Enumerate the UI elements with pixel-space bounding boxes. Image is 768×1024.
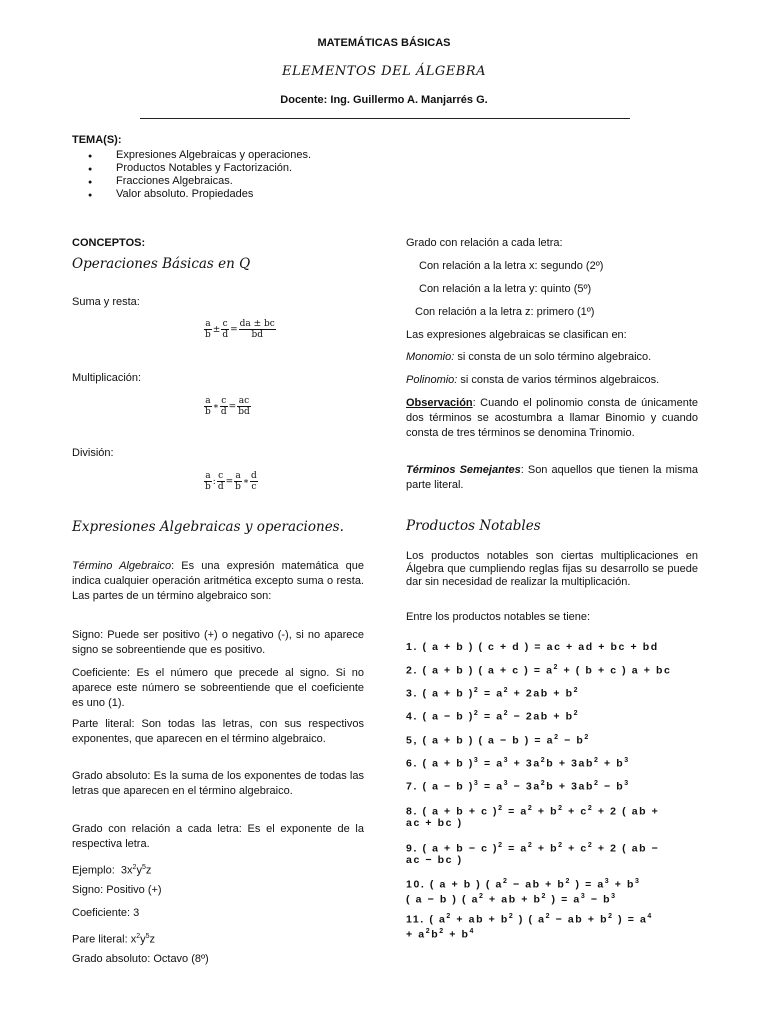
pn-heading: Productos Notables — [406, 518, 541, 534]
pn-formula-11: 11. ( $a^2$ + ab + $b^2$ ) ( $a^2$ − ab + $b^2$ ) = $a^4$ + $a^2b^2 + b^4$ — [406, 913, 653, 940]
pn-formula-6: 6. ( a + b )$^3 = a^3 + 3a^2b + 3ab^2 + b^3$ — [406, 757, 630, 770]
semejantes-paragraph: Términos Semejantes: Son aquellos que tienen la misma parte literal. — [406, 464, 699, 491]
rel-y: Con relación a la letra y: quinto (5º) — [419, 283, 592, 295]
pn-formula-2: 2. ( a + b ) ( a + c ) = $a^2$ + ( b + c ) a + bc — [406, 664, 672, 677]
pn-formula-7: 7. ( a − b )$^3 = a^3 - 3a^2b + 3ab^2 - b^3$ — [406, 780, 630, 793]
pn-formula-10: 10. ( a + b ) ( $a^2$ − ab + $b^2$ ) = $a^3 + b^3$ ( a − b ) ( $a^2$ + ab + $b^2$ ) = $a^3 - b^3$ — [406, 878, 641, 905]
monomio-line: Monomio: si consta de un solo término algebraico. — [406, 351, 652, 363]
topic-item: ● Productos Notables y Factorización. — [72, 162, 311, 175]
signo-paragraph: Signo: Puede ser positivo (+) o negativo (-), si no aparece signo se sobreentiende que es positivo. — [72, 629, 364, 656]
document-subtitle: ELEMENTOS DEL ÁLGEBRA — [282, 64, 486, 79]
pn-formula-4: 4. ( a − b )$^2 = a^2 - 2ab + b^2$ — [406, 710, 580, 723]
pn-intro: Los productos notables son ciertas multiplicaciones en Álgebra que cumpliendo reglas fijas su desarrollo se puede dar sin necesidad de realizar la multiplicación. — [406, 550, 698, 588]
div-formula: $\frac{a}{b}$ : $\frac{c}{d}$ = $\frac{a}{b}$ ∗ $\frac{d}{c}$ — [205, 471, 257, 492]
pn-formula-5: 5, ( a + b ) ( a − b ) = $a^2 - b^2$ — [406, 734, 590, 747]
mult-label: Multiplicación: — [72, 372, 142, 384]
ejemplo-literal: Pare literal: $x^2y^5z$ — [72, 933, 156, 946]
grado-title: Grado con relación a cada letra: — [406, 237, 563, 249]
pn-formula-8: 8. ( a + b + c )$^2 = a^2 + b^2 + c^2 + 2$ ( ab + ac + bc ) — [406, 805, 660, 829]
tema-label: TEMA(S): — [72, 134, 122, 146]
topic-item: ● Expresiones Algebraicas y operaciones. — [72, 149, 311, 162]
coef-paragraph: Coeficiente: Es el número que precede al signo. Si no aparece este número se sobreentiende que el coeficiente es uno (1). — [72, 667, 364, 709]
topic-list — [72, 149, 311, 201]
conceptos-label: CONCEPTOS: — [72, 237, 146, 249]
clasif-line: Las expresiones algebraicas se clasifican en: — [406, 329, 627, 341]
pn-formula-1: 1. ( a + b ) ( c + d ) = ac + ad + bc + bd — [406, 641, 659, 653]
topic-item: ● Fracciones Algebraicas. — [72, 175, 311, 188]
termino-paragraph: Término Algebraico: Es una expresión matemática que indica cualquier operación aritmética excepto suma o resta. Las partes de un término algebraico son: — [72, 560, 365, 602]
expr-heading: Expresiones Algebraicas y operaciones. — [72, 519, 344, 535]
teacher-line: Docente: Ing. Guillermo A. Manjarrés G. — [280, 94, 488, 106]
ejemplo-grado: Grado absoluto: Octavo (8º) — [72, 953, 209, 965]
suma-formula: $\frac{a}{b}$ ± $\frac{c}{d}$ = $\frac{da \pm bc}{bd}$ — [205, 319, 275, 340]
ejemplo-coeficiente: Coeficiente: 3 — [72, 907, 140, 919]
literal-paragraph: Parte literal: Son todas las letras, con sus respectivos exponentes, que aparecen en el término algebraico. — [72, 718, 364, 745]
polinomio-line: Polinomio: si consta de varios términos algebraicos. — [406, 374, 660, 386]
ejemplo-signo: Signo: Positivo (+) — [72, 884, 162, 896]
topic-item: ● Valor absoluto. Propiedades — [72, 188, 311, 201]
pn-formula-3: 3. ( a + b )$^2 = a^2 + 2ab + b^2$ — [406, 687, 580, 700]
pn-formula-9: 9. ( a + b − c )$^2 = a^2 + b^2 + c^2 + 2$ ( ab − ac − bc ) — [406, 842, 660, 866]
grado-rel-paragraph: Grado con relación a cada letra: Es el exponente de la respectiva letra. — [72, 823, 364, 850]
grado-abs-paragraph: Grado absoluto: Es la suma de los exponentes de todas las letras que aparecen en el término algebraico. — [72, 770, 364, 797]
ejemplo-line: Ejemplo: $3x^2y^5z$ — [72, 864, 152, 877]
mult-formula: $\frac{a}{b}$ ∗ $\frac{c}{d}$ = $\frac{ac}{bd}$ — [205, 396, 250, 417]
header-divider — [140, 118, 630, 119]
course-title: MATEMÁTICAS BÁSICAS — [317, 37, 451, 49]
pn-entre: Entre los productos notables se tiene: — [406, 611, 591, 623]
termino-term: Término Algebraico — [72, 560, 172, 572]
rel-x: Con relación a la letra x: segundo (2º) — [419, 260, 604, 272]
observacion-paragraph: Observación: Cuando el polinomio consta de únicamente dos términos se acostumbra a llamar Binomio y cuando consta de tres términos se denomina Trinomio. — [406, 397, 698, 439]
ops-heading: Operaciones Básicas en Q — [72, 256, 251, 272]
rel-z: Con relación a la letra z: primero (1º) — [415, 306, 595, 318]
div-label: División: — [72, 447, 114, 459]
suma-label: Suma y resta: — [72, 296, 140, 308]
